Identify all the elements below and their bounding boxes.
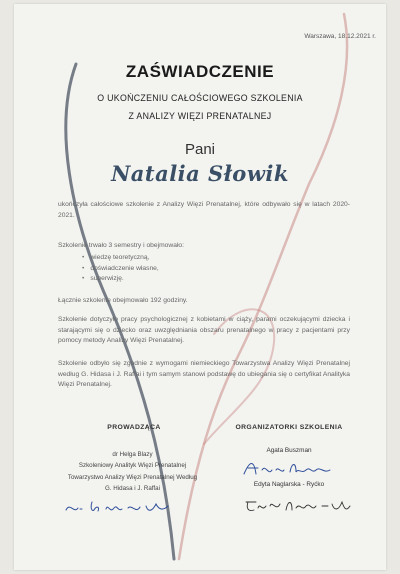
hours-paragraph: Łącznie szkolenie obejmowało 192 godziny. xyxy=(58,297,188,304)
instructor-society-cont: G. Hidasa i J. Raffai xyxy=(105,485,160,493)
list-item: • doświadczenie własne, xyxy=(82,264,159,275)
list-item: • superwizję. xyxy=(82,274,159,285)
instructor-signature xyxy=(62,494,182,518)
organizer-signature-2 xyxy=(242,494,352,516)
certificate-page xyxy=(14,4,386,570)
organizer-name-1: Agata Buszman xyxy=(266,447,312,454)
subtitle-line-2: Z ANALIZY WIĘZI PRENATALNEJ xyxy=(128,111,272,121)
completion-paragraph: ukończyła całościowe szkolenie z Analizy Więzi Prenatalnej, które odbywało się w latach 2020-2021. xyxy=(58,201,350,219)
instructor-society: Towarzystwo Analizy Więzi Prenatalnej Według xyxy=(67,473,198,481)
issue-date: Warszawa, 18.12.2021 r. xyxy=(304,33,376,40)
topic-paragraph: Szkolenie dotyczyło pracy psychologicznej z kobietami w ciąży, parami oczekującymi dziecka i starającymi się o dziecko oraz uwzględniania obszaru prenatalnego w pracy z pacjentami przy pomocy metody Analizy Więzi Prenatalnej. xyxy=(58,316,350,345)
instructor-name: dr Helga Blazy xyxy=(112,451,153,458)
list-item: • wiedzę teoretyczną, xyxy=(82,253,159,264)
standards-paragraph: Szkolenie odbyło się zgodnie z wymogami niemieckiego Towarzystwa Analizy Więzi Prenatalnej według G. Hidasa i J. Raffai i tym samym stanowi podstawę do ubiegania się o certyfikat Analityka Więzi Prenatalnej. xyxy=(58,360,350,389)
organizer-name-2: Edyta Naglarska - Ryćko xyxy=(253,481,325,488)
instructor-title: Szkoleniowy Analityk Więzi Prenatalnej xyxy=(78,462,187,470)
instructor-details xyxy=(30,449,235,495)
scope-paragraph: Szkolenie trwało 3 semestry i obejmowało: xyxy=(58,242,185,249)
organizer-signature-1 xyxy=(240,458,340,478)
subtitle-line-1: O UKOŃCZENIU CAŁOŚCIOWEGO SZKOLENIA xyxy=(97,93,303,103)
salutation: Pani xyxy=(184,141,216,158)
document-title: ZAŚWIADCZENIE xyxy=(125,62,275,81)
recipient-name: Natalia Słowik xyxy=(111,161,289,186)
scope-list xyxy=(82,253,159,285)
instructor-heading: PROWADZĄCA xyxy=(107,424,161,431)
organizers-heading: ORGANIZATORKI SZKOLENIA xyxy=(235,424,343,431)
